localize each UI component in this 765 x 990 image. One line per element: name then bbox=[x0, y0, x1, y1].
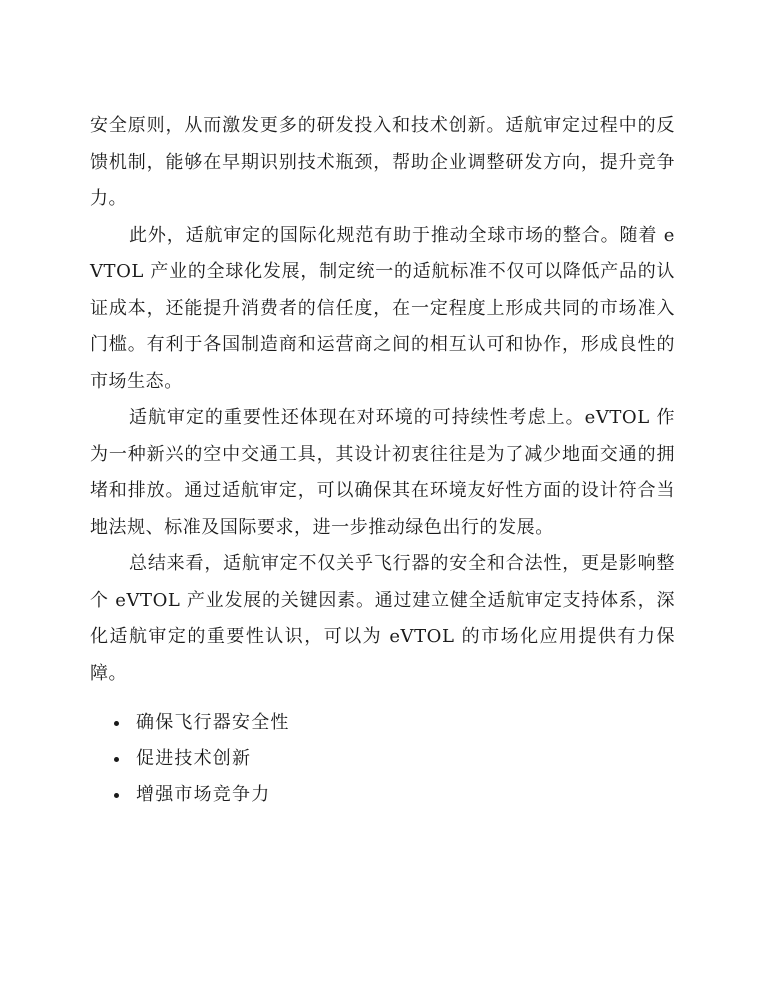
paragraph-3: 适航审定的重要性还体现在对环境的可持续性考虑上。eVTOL 作为一种新兴的空中交通工具，其设计初衷往往是为了减少地面交通的拥堵和排放。通过适航审定，可以确保其在环境友好性方面的设计符合当地法规、标准及国际要求，进一步推动绿色出行的发展。 bbox=[90, 407, 675, 538]
list-item-text: 促进技术创新 bbox=[136, 748, 252, 769]
bullet-icon bbox=[114, 757, 119, 762]
bullet-list bbox=[90, 705, 675, 813]
list-item bbox=[90, 705, 675, 741]
document-body bbox=[90, 108, 675, 813]
paragraph-2: 此外，适航审定的国际化规范有助于推动全球市场的整合。随着 eVTOL 产业的全球化发展，制定统一的适航标准不仅可以降低产品的认证成本，还能提升消费者的信任度，在一定程度上形成共同的市场准入门槛。有利于各国制造商和运营商之间的相互认可和协作，形成良性的市场生态。 bbox=[90, 224, 675, 392]
paragraph-1: 安全原则，从而激发更多的研发投入和技术创新。适航审定过程中的反馈机制，能够在早期识别技术瓶颈，帮助企业调整研发方向，提升竞争力。 bbox=[90, 115, 675, 209]
list-item-text: 增强市场竞争力 bbox=[136, 784, 271, 805]
bullet-icon bbox=[114, 793, 119, 798]
list-item-text: 确保飞行器安全性 bbox=[136, 712, 290, 733]
list-item bbox=[90, 741, 675, 777]
bullet-icon bbox=[114, 721, 119, 726]
paragraph-4: 总结来看，适航审定不仅关乎飞行器的安全和合法性，更是影响整个 eVTOL 产业发展的关键因素。通过建立健全适航审定支持体系，深化适航审定的重要性认识，可以为 eVTOL 的市场化应用提供有力保障。 bbox=[90, 553, 675, 684]
list-item bbox=[90, 777, 675, 813]
